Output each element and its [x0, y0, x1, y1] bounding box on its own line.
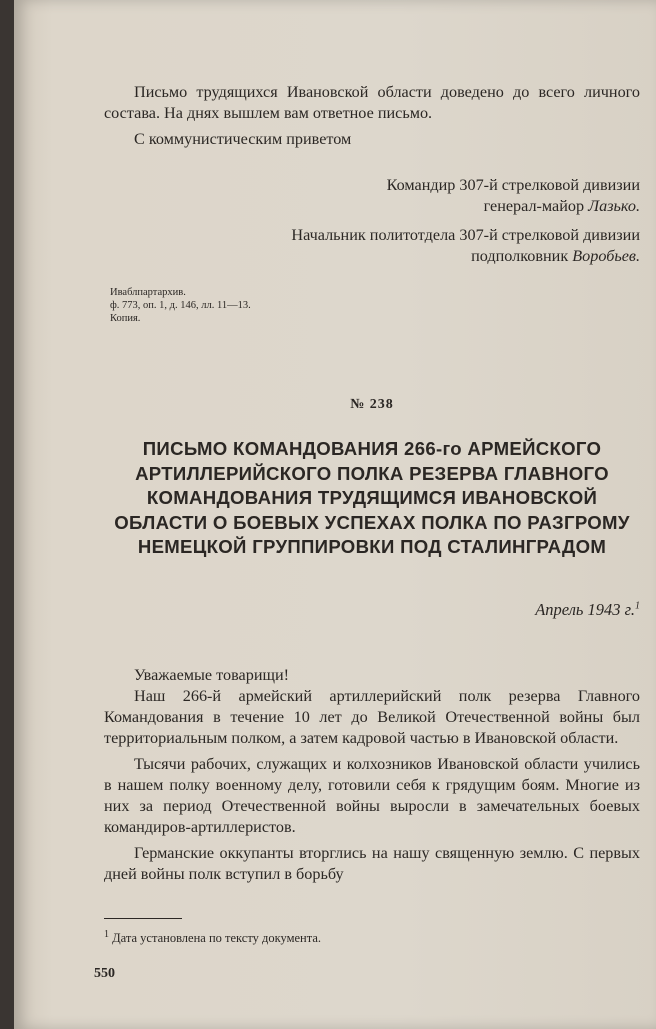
footnote-text: Дата установлена по тексту документа. — [112, 931, 322, 945]
document-title: ПИСЬМО КОМАНДОВАНИЯ 266-го АРМЕЙСКОГО АРТИЛЛЕРИЙСКОГО ПОЛКА РЕЗЕРВА ГЛАВНОГО КОМАНДОВАНИЯ ТРУДЯЩИМСЯ ИВАНОВСКОЙ ОБЛАСТИ О БОЕВЫХ УСПЕХАХ ПОЛКА ПО РАЗГРОМУ НЕМЕЦКОЙ ГРУППИРОВКИ ПОД СТАЛИНГРАДОМ — [114, 438, 630, 557]
footnote-mark: 1 — [104, 928, 109, 940]
book-page — [14, 0, 656, 1029]
closing-paragraph: Письмо трудящихся Ивановской области доведено до всего личного состава. На днях вышлем вам ответное письмо. — [104, 83, 640, 122]
archive-line-1: Иваблпартархив. — [110, 287, 186, 298]
salutation: Уважаемые товарищи! — [134, 666, 289, 684]
footnote-block — [104, 930, 640, 946]
document-number-text: № 238 — [350, 397, 394, 412]
document-body — [104, 665, 640, 885]
signature-1-rank: генерал-майор — [483, 197, 585, 215]
archive-line-3: Копия. — [110, 313, 141, 324]
archive-reference — [110, 286, 646, 325]
date-footnote-mark: 1 — [635, 600, 640, 612]
signature-1-name: Лазько. — [588, 197, 640, 215]
letter-continuation — [104, 82, 640, 150]
signature-block-2 — [104, 225, 640, 267]
document-date-block — [104, 600, 640, 620]
signature-2-title: Начальник политотдела 307-й стрелковой дивизии — [291, 226, 640, 244]
archive-line-2: ф. 773, оп. 1, д. 146, лл. 11—13. — [110, 300, 251, 311]
body-paragraph-3: Германские оккупанты вторглись на нашу священную землю. С первых дней войны полк вступил в борьбу — [104, 844, 640, 883]
document-date-text: Апрель 1943 г. — [535, 600, 635, 619]
greeting: С коммунистическим приветом — [134, 130, 352, 148]
signature-2-line — [104, 246, 640, 267]
footnote — [104, 930, 640, 946]
body-paragraph-2: Тысячи рабочих, служащих и колхозников Ивановской области учились в нашем полку военному делу, готовили себя к грядущим боям. Многие из них за период Отечественной войны выросли в замечательных боевых командиров-артиллеристов. — [104, 755, 640, 836]
document-date — [104, 600, 640, 620]
footnote-separator — [104, 918, 182, 919]
signature-2-rank: подполковник — [471, 247, 569, 265]
page-number-block — [94, 966, 630, 982]
document-number — [104, 397, 640, 413]
signature-1-line — [104, 196, 640, 217]
signature-2-name: Воробьев. — [572, 247, 640, 265]
body-paragraph-1: Наш 266-й армейский артиллерийский полк резерва Главного Командования в течение 10 лет до Великой Отечественной войны был территориальным полком, а затем кадровой частью в Ивановской области. — [104, 687, 640, 747]
signature-1-title: Командир 307-й стрелковой дивизии — [386, 176, 640, 194]
document-title-block — [102, 437, 642, 560]
signature-block-1 — [104, 175, 640, 217]
page-number: 550 — [94, 966, 115, 981]
